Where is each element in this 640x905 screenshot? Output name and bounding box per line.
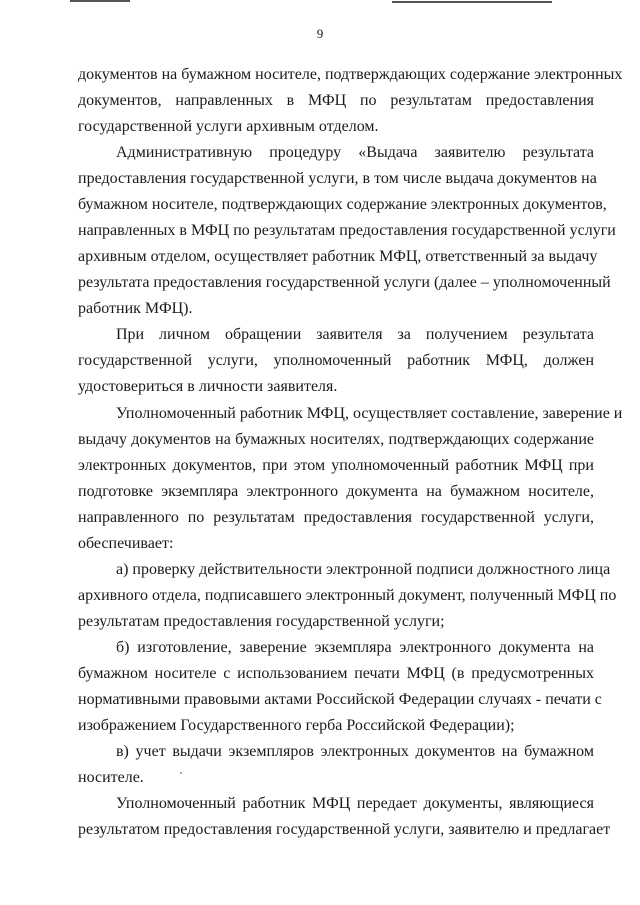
text-line: результатом предоставления государственной услуги, заявителю и предлагает [78, 821, 611, 838]
text-line: При личном обращении заявителя за получением результата [116, 326, 594, 343]
scan-speck [180, 772, 182, 774]
text-line: обеспечивает: [78, 535, 174, 552]
text-line: направленного по результатам предоставления государственной услуги, [78, 509, 594, 526]
text-line: результатам предоставления государственной услуги; [78, 613, 445, 630]
text-line: подготовке экземпляра электронного документа на бумажном носителе, [78, 483, 594, 500]
page-number: 9 [316, 26, 324, 41]
text-line: Уполномоченный работник МФЦ передает документы, являющиеся [116, 795, 594, 812]
text-line: удостовериться в личности заявителя. [78, 378, 338, 395]
text-line: выдачу документов на бумажных носителях, подтверждающих содержание [78, 431, 594, 448]
text-line: а) проверку действительности электронной подписи должностного лица [116, 561, 611, 578]
text-line: государственной услуги архивным отделом. [78, 118, 379, 135]
text-line: архивным отделом, осуществляет работник МФЦ, ответственный за выдачу [78, 248, 598, 265]
text-line: бумажном носителе, подтверждающих содержание электронных документов, [78, 196, 607, 213]
scan-edge-mark [392, 1, 552, 3]
text-line: носителе. [78, 769, 144, 786]
scan-edge-mark [70, 0, 130, 2]
text-line: документов на бумажном носителе, подтверждающих содержание электронных [78, 66, 623, 83]
text-line: в) учет выдачи экземпляров электронных документов на бумажном [116, 743, 594, 760]
text-line: изображением Государственного герба Российской Федерации); [78, 717, 515, 734]
text-line: государственной услуги, уполномоченный работник МФЦ, должен [78, 352, 594, 369]
text-line: нормативными правовыми актами Российской Федерации случаях - печати с [78, 691, 602, 708]
text-line: бумажном носителе с использованием печати МФЦ (в предусмотренных [78, 665, 594, 682]
text-line: работник МФЦ). [78, 300, 193, 317]
text-line: Уполномоченный работник МФЦ, осуществляет составление, заверение и [116, 405, 623, 422]
text-line: архивного отдела, подписавшего электронный документ, полученный МФЦ по [78, 587, 617, 604]
text-line: документов, направленных в МФЦ по результатам предоставления [78, 92, 594, 109]
text-line: Административную процедуру «Выдача заявителю результата [116, 144, 594, 161]
text-line: направленных в МФЦ по результатам предоставления государственной услуги [78, 222, 616, 239]
text-line: предоставления государственной услуги, в том числе выдача документов на [78, 170, 597, 187]
text-line: результата предоставления государственной услуги (далее – уполномоченный [78, 274, 611, 291]
text-line: электронных документов, при этом уполномоченный работник МФЦ при [78, 457, 594, 474]
text-line: б) изготовление, заверение экземпляра электронного документа на [116, 639, 594, 656]
